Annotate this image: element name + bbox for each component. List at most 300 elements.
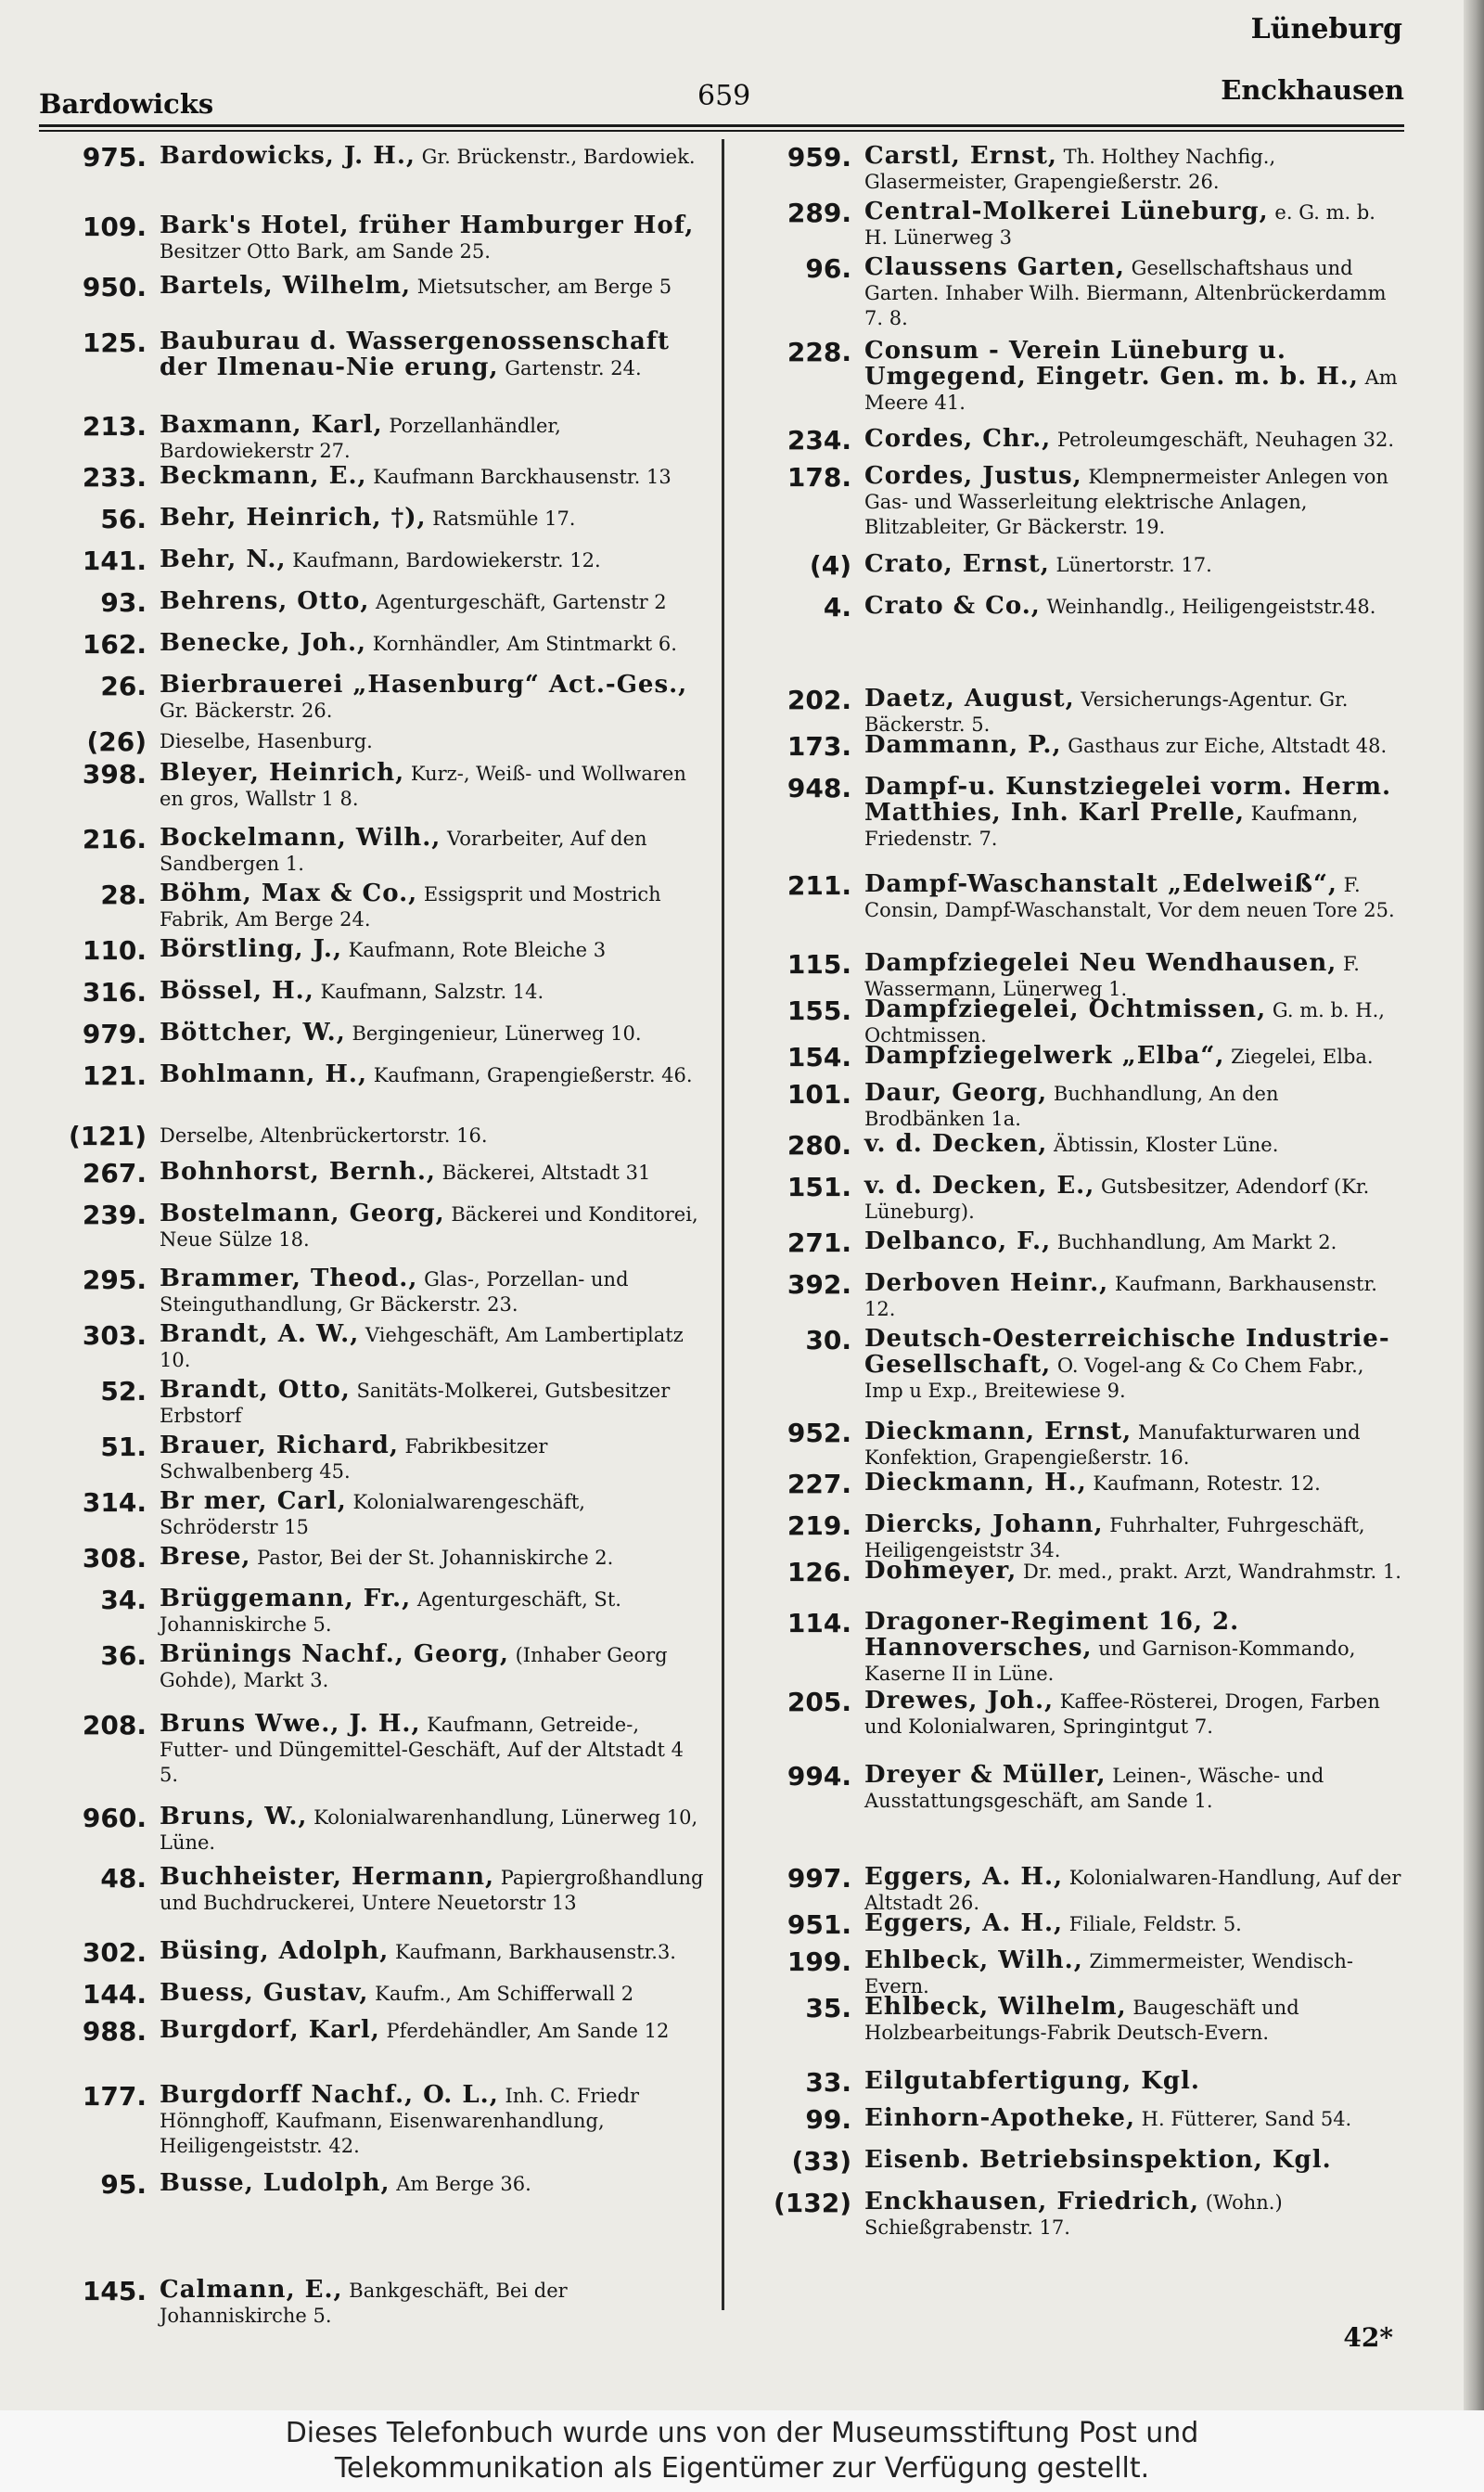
entry-name: Ehlbeck, Wilhelm, [864, 1993, 1127, 2021]
entry-number: 110. [82, 935, 147, 966]
entry-name: Dampfziegelei, Ochtmissen, [864, 996, 1267, 1023]
entry-number: 34. [100, 1585, 147, 1615]
entry-name: Einhorn-Apotheke, [864, 2104, 1135, 2132]
entry-name: Dammann, P., [864, 731, 1062, 759]
entry-number: 155. [787, 996, 851, 1026]
entry-description: Kaufmann, Bardowiekerstr. 12. [286, 549, 601, 572]
entry-description: Kaufmann, Barkhausenstr. 12. [864, 1273, 1377, 1320]
entry-description: Derselbe, Altenbrückertorstr. 16. [160, 1124, 488, 1147]
entry-number: 216. [82, 824, 147, 854]
header-left-term: Bardowicks [39, 88, 214, 120]
entry-number: 208. [82, 1710, 147, 1741]
entry-description: Kaufmann, Salzstr. 14. [313, 981, 544, 1003]
entry-description: Kurz-, Weiß- und Wollwaren en gros, Wallstr 1 8. [160, 763, 686, 810]
entry-number: 280. [787, 1130, 851, 1161]
entry-description: Ratsmühle 17. [426, 507, 576, 530]
entry-text [864, 1610, 1404, 1687]
entry-number: 177. [82, 2081, 147, 2112]
entry-text [864, 255, 1404, 331]
entry-name: Brammer, Theod., [160, 1265, 418, 1292]
left-column [37, 142, 705, 2327]
entry-number: 205. [787, 1687, 851, 1717]
entry-description: O. Vogel-ang & Co Chem Fabr., Imp u Exp., Breitewiese 9. [864, 1355, 1364, 1402]
entry-number: 51. [100, 1432, 147, 1462]
entry-number: 219. [787, 1510, 851, 1541]
entry-text [160, 2171, 705, 2197]
entry-description: Vorarbeiter, Auf den Sandbergen 1. [160, 828, 647, 875]
entry-name: Bark's Hotel, früher Hamburger Hof, [160, 212, 695, 239]
entry-text [160, 1322, 705, 1373]
entry-name: Carstl, Ernst, [864, 142, 1057, 170]
entry-description: Baugeschäft und Holzbearbeitungs-Fabrik Deutsch-Evern. [864, 1997, 1299, 2044]
entry-name: Drewes, Joh., [864, 1687, 1055, 1715]
entry-name: Bruns Wwe., J. H., [160, 1710, 421, 1738]
entry-name: v. d. Decken, [864, 1130, 1048, 1158]
entry-description: G. m. b. H., Ochtmissen. [864, 999, 1385, 1047]
entry-text [864, 2148, 1404, 2174]
footer-notice [0, 2410, 1484, 2492]
entry-number: (4) [809, 550, 851, 581]
entry-description: Papiergroßhandlung und Buchdruckerei, Untere Neuetorstr 13 [160, 1867, 704, 1914]
entry-description: Kaufmann, Grapengießerstr. 46. [367, 1064, 693, 1086]
entry-number: 96. [805, 253, 851, 284]
entry-name: Brünings Nachf., Georg, [160, 1640, 509, 1668]
entry-description: Gr. Bäckerstr. 26. [160, 700, 333, 722]
entry-number: 144. [82, 1979, 147, 2010]
entry-number: 4. [823, 592, 851, 623]
entry-text [160, 1712, 705, 1788]
entry-text [160, 881, 705, 932]
entry-number: 93. [100, 587, 147, 618]
entry-name: Dieckmann, H., [864, 1469, 1087, 1496]
entry-text [864, 1044, 1404, 1070]
entry-name: Diercks, Johann, [864, 1510, 1104, 1538]
entry-text [160, 2083, 705, 2159]
entry-text [160, 547, 705, 573]
entry-description: Kaufmann, Rotestr. 12. [1086, 1472, 1321, 1495]
entry-description: Bankgeschäft, Bei der Johanniskirche 5. [160, 2280, 568, 2327]
entry-text [160, 1939, 705, 1965]
entry-description: Manufakturwaren und Konfektion, Grapengießerstr. 16. [864, 1421, 1361, 1469]
running-head: Lüneburg [1250, 13, 1402, 45]
entry-name: Dieckmann, Ernst, [864, 1418, 1132, 1445]
footer-line-1: Dieses Telefonbuch wurde uns von der Museumsstiftung Post und [285, 2417, 1199, 2449]
entry-text [864, 144, 1404, 195]
entry-description: Porzellanhändler, Bardowiekerstr 27. [160, 415, 561, 462]
entry-name: Bartels, Wilhelm, [160, 272, 412, 300]
entry-text [864, 775, 1404, 852]
entry-text [864, 594, 1404, 620]
entry-text [864, 1471, 1404, 1496]
entry-number: 151. [787, 1172, 851, 1202]
entry-description: Pferdehändler, Am Sande 12 [379, 2020, 670, 2042]
entry-name: Bohnhorst, Bernh., [160, 1158, 436, 1186]
entry-text [864, 339, 1404, 416]
entry-number: 211. [787, 870, 851, 901]
entry-description: Äbtissin, Kloster Lüne. [1047, 1134, 1279, 1156]
entry-description: Buchhandlung, An den Brodbänken 1a. [864, 1083, 1279, 1130]
entry-name: Brese, [160, 1543, 251, 1571]
entry-text [160, 2278, 705, 2329]
entry-name: Brandt, Otto, [160, 1376, 351, 1404]
entry-description: Kolonialwarenhandlung, Lünerweg 10, Lüne. [160, 1806, 698, 1854]
entry-description: Am Meere 41. [864, 366, 1398, 414]
entry-description: Kaufm., Am Schifferwall 2 [368, 1983, 634, 2005]
entry-text [864, 687, 1404, 738]
entry-name: Daetz, August, [864, 685, 1075, 713]
header-rule [39, 124, 1404, 127]
entry-text [160, 464, 705, 490]
entry-name: Central-Molkerei Lüneburg, [864, 198, 1269, 225]
entry-description: Inh. C. Friedr Hönnghoff, Kaufmann, Eisenwarenhandlung, Heiligengeiststr. 42. [160, 2085, 640, 2157]
entry-number: 33. [805, 2067, 851, 2098]
entry-text [864, 872, 1404, 923]
entry-description: Agenturgeschäft, Gartenstr 2 [369, 591, 667, 613]
entry-text [864, 1689, 1404, 1740]
entry-number: 308. [82, 1543, 147, 1574]
entry-number: 398. [82, 759, 147, 790]
entry-text [160, 1433, 705, 1484]
entry-number: 959. [787, 142, 851, 173]
entry-description: Gartenstr. 24. [498, 357, 642, 379]
entry-number: 173. [787, 731, 851, 762]
entry-number: 95. [100, 2169, 147, 2200]
entry-name: Eilgutabfertigung, Kgl. [864, 2067, 1200, 2095]
footer-line-2: Telekommunikation als Eigentümer zur Verfügung gestellt. [334, 2452, 1150, 2485]
entry-name: Derboven Heinr., [864, 1269, 1109, 1297]
entry-number: 314. [82, 1487, 147, 1518]
entry-number: 114. [787, 1608, 851, 1638]
entry-number: 952. [787, 1418, 851, 1448]
entry-text [864, 733, 1404, 759]
entry-name: Burgdorf, Karl, [160, 2016, 380, 2044]
entry-name: Crato, Ernst, [864, 550, 1050, 578]
entry-number: 30. [805, 1325, 851, 1355]
column-divider [722, 139, 724, 2310]
entry-text [160, 1586, 705, 1638]
entry-description: Buchhandlung, Am Markt 2. [1051, 1231, 1337, 1253]
entry-description: Bäckerei und Konditorei, Neue Sülze 18. [160, 1203, 698, 1251]
entry-number: 141. [82, 546, 147, 576]
entry-name: Beckmann, E., [160, 462, 367, 490]
entry-name: Bauburau d. Wassergenossenschaft der Ilmenau-Nie erung, [160, 328, 670, 381]
entry-text [160, 2018, 705, 2044]
entry-text [864, 1559, 1404, 1585]
entry-number: 960. [82, 1803, 147, 1833]
entry-number: 35. [805, 1993, 851, 2023]
entry-text [864, 1865, 1404, 1916]
entry-text [160, 728, 705, 754]
entry-text [160, 1123, 705, 1149]
entry-description: Kaffee-Rösterei, Drogen, Farben und Kolonialwaren, Springintgut 7. [864, 1690, 1380, 1738]
entry-number: 145. [82, 2276, 147, 2306]
entry-number: 48. [100, 1863, 147, 1894]
entry-number: 234. [787, 425, 851, 456]
entry-name: Büsing, Adolph, [160, 1937, 390, 1965]
entry-description: Essigsprit und Mostrich Fabrik, Am Berge 24. [160, 883, 661, 931]
entry-number: 302. [82, 1937, 147, 1968]
entry-number: 115. [787, 949, 851, 980]
entry-name: Dohmeyer, [864, 1557, 1017, 1585]
entry-number: 988. [82, 2016, 147, 2047]
entry-number: 979. [82, 1019, 147, 1049]
entry-description: Kaufmann, Getreide-, Futter- und Düngemittel-Geschäft, Auf der Altstadt 4 5. [160, 1714, 684, 1786]
entry-number: 289. [787, 198, 851, 228]
entry-number: 997. [787, 1863, 851, 1894]
entry-name: Behr, Heinrich, †), [160, 504, 427, 532]
entry-text [864, 1763, 1404, 1814]
entry-description: Weinhandlg., Heiligengeiststr.48. [1040, 596, 1376, 618]
entry-text [864, 1512, 1404, 1563]
header-right-term: Enckhausen [1221, 74, 1404, 106]
entry-name: Crato & Co., [864, 592, 1041, 620]
entry-text [864, 1132, 1404, 1158]
entry-text [864, 552, 1404, 578]
entry-name: Bruns, W., [160, 1803, 308, 1830]
entry-text [160, 761, 705, 812]
entry-number: 213. [82, 411, 147, 442]
entry-number: (26) [86, 726, 147, 757]
entry-description: Besitzer Otto Bark, am Sande 25. [160, 240, 491, 263]
entry-description: Bäckerei, Altstadt 31 [435, 1162, 651, 1184]
entry-text [160, 1062, 705, 1088]
entry-number: 101. [787, 1079, 851, 1110]
entry-description: Kornhändler, Am Stintmarkt 6. [366, 633, 677, 655]
entry-name: Dragoner-Regiment 16, 2. Hannoversches, [864, 1608, 1240, 1662]
entry-name: Brüggemann, Fr., [160, 1585, 412, 1612]
entry-description: und Garnison-Kommando, Kaserne II in Lüne. [864, 1638, 1356, 1685]
entry-description: Klempnermeister Anlegen von Gas- und Wasserleitung elektrische Anlagen, Blitzableiter, Gr Bäckerstr. 19. [864, 466, 1388, 538]
entry-text [160, 1545, 705, 1571]
entry-description: e. G. m. b. H. Lünerweg 3 [864, 201, 1375, 249]
entry-number: 950. [82, 272, 147, 302]
entry-number: 233. [82, 462, 147, 493]
entry-text [160, 937, 705, 963]
entry-text [160, 213, 705, 264]
entry-text [160, 144, 705, 170]
entry-name: Bardowicks, J. H., [160, 142, 416, 170]
entry-description: Mietsutscher, am Berge 5 [411, 276, 672, 298]
entry-text [864, 199, 1404, 250]
entry-description: Agenturgeschäft, St. Johanniskirche 5. [160, 1588, 621, 1636]
entry-text [864, 1081, 1404, 1132]
entry-text [160, 413, 705, 464]
entry-number: 271. [787, 1227, 851, 1258]
entry-description: Bergingenieur, Lünerweg 10. [345, 1022, 642, 1045]
entry-name: Dreyer & Müller, [864, 1761, 1107, 1789]
entry-name: Burgdorff Nachf., O. L., [160, 2081, 499, 2109]
entry-number: 392. [787, 1269, 851, 1300]
entry-number: (33) [791, 2146, 851, 2177]
entry-name: Bössel, H., [160, 977, 314, 1005]
entry-number: 99. [805, 2104, 851, 2135]
entry-name: v. d. Decken, E., [864, 1172, 1095, 1200]
entry-description: Gr. Brückenstr., Bardowiek. [415, 146, 696, 168]
entry-description: Petroleumgeschäft, Neuhagen 32. [1051, 429, 1395, 451]
entry-text [160, 631, 705, 657]
entry-text [160, 589, 705, 615]
entry-name: Dampfziegelei Neu Wendhausen, [864, 949, 1337, 977]
entry-name: Böttcher, W., [160, 1019, 346, 1047]
entry-name: Behr, N., [160, 546, 287, 573]
entry-name: Cordes, Justus, [864, 462, 1082, 490]
entry-name: Dampf-Waschanstalt „Edelweiß“, [864, 870, 1337, 898]
entry-number: 239. [82, 1200, 147, 1230]
entry-name: Börstling, J., [160, 935, 342, 963]
entry-text [864, 427, 1404, 453]
entry-description: Fuhrhalter, Fuhrgeschäft, Heiligengeiststr 34. [864, 1514, 1365, 1561]
entry-description: Th. Holthey Nachfig., Glasermeister, Grapengießerstr. 26. [864, 146, 1276, 193]
entry-text [160, 1865, 705, 1916]
entry-text [864, 2190, 1404, 2241]
entry-name: Calmann, E., [160, 2276, 343, 2304]
entry-description: Filiale, Feldstr. 5. [1063, 1913, 1242, 1935]
entry-number: 951. [787, 1909, 851, 1940]
entry-number: 199. [787, 1946, 851, 1977]
entry-text [864, 951, 1404, 1002]
entry-description: Sanitäts-Molkerei, Gutsbesitzer Erbstorf [160, 1380, 671, 1427]
page-number: 659 [697, 80, 751, 112]
entry-name: Daur, Georg, [864, 1079, 1048, 1107]
entry-text [864, 1174, 1404, 1225]
entry-text [864, 1271, 1404, 1322]
entry-description: Kaufmann Barckhausenstr. 13 [366, 466, 672, 488]
entry-number: 36. [100, 1640, 147, 1671]
entry-number: 28. [100, 880, 147, 910]
entry-number: 125. [82, 328, 147, 358]
entry-text [160, 506, 705, 532]
entry-description: Kaufmann, Friedenstr. 7. [864, 803, 1359, 850]
entry-description: Fabrikbesitzer Schwalbenberg 45. [160, 1435, 548, 1483]
entry-description: Dieselbe, Hasenburg. [160, 730, 373, 752]
entry-text [160, 1266, 705, 1317]
entry-description: Pastor, Bei der St. Johanniskirche 2. [250, 1547, 614, 1569]
entry-description: Versicherungs-Agentur. Gr. Bäckerstr. 5. [864, 688, 1349, 736]
entry-number: 126. [787, 1557, 851, 1587]
entry-number: 303. [82, 1320, 147, 1351]
entry-name: Enckhausen, Friedrich, [864, 2188, 1200, 2216]
entry-number: 121. [82, 1060, 147, 1091]
entry-number: 56. [100, 504, 147, 534]
entry-number: 975. [82, 142, 147, 173]
entry-description: Lünertorstr. 17. [1049, 554, 1212, 576]
entry-number: 228. [787, 337, 851, 367]
entry-text [160, 1378, 705, 1429]
entry-description: Ziegelei, Elba. [1224, 1046, 1374, 1068]
entry-number: 202. [787, 685, 851, 715]
page-marker: 42* [1343, 2322, 1393, 2353]
entry-name: Buess, Gustav, [160, 1979, 369, 2007]
entry-text [864, 997, 1404, 1048]
entry-name: Brandt, A. W., [160, 1320, 360, 1348]
entry-description: Glas-, Porzellan- und Steinguthandlung, Gr Bäckerstr. 23. [160, 1268, 629, 1316]
entry-name: Baxmann, Karl, [160, 411, 383, 439]
entry-description: Gesellschaftshaus und Garten. Inhaber Wilh. Biermann, Altenbrückerdamm 7. 8. [864, 257, 1387, 329]
entry-text [160, 274, 705, 300]
entry-number: 948. [787, 773, 851, 803]
entry-name: Eisenb. Betriebsinspektion, Kgl. [864, 2146, 1332, 2174]
entry-name: Brauer, Richard, [160, 1432, 399, 1459]
entry-name: Claussens Garten, [864, 253, 1125, 281]
entry-name: Eggers, A. H., [864, 1909, 1064, 1937]
entry-description: Kaufmann, Rote Bleiche 3 [342, 939, 607, 961]
entry-description: Viehgeschäft, Am Lambertiplatz 10. [160, 1324, 684, 1371]
entry-description: Dr. med., prakt. Arzt, Wandrahmstr. 1. [1017, 1561, 1401, 1583]
entry-name: Dampfziegelwerk „Elba“, [864, 1042, 1225, 1070]
entry-description: (Inhaber Georg Gohde), Markt 3. [160, 1644, 668, 1691]
entry-number: (121) [68, 1121, 147, 1151]
entry-description: Kolonialwaren-Handlung, Auf der Altstadt 26. [864, 1867, 1401, 1914]
entry-name: Bohlmann, H., [160, 1060, 368, 1088]
entry-name: Delbanco, F., [864, 1227, 1052, 1255]
entry-text [864, 2106, 1404, 2132]
entry-number: 109. [82, 212, 147, 242]
entry-text [864, 2069, 1404, 2095]
entry-text [864, 464, 1404, 540]
entry-description: H. Fütterer, Sand 54. [1135, 2108, 1352, 2130]
entry-number: 316. [82, 977, 147, 1008]
entry-number: 52. [100, 1376, 147, 1407]
entry-text [864, 1948, 1404, 1999]
entry-name: Consum - Verein Lüneburg u. Umgegend, Eingetr. Gen. m. b. H., [864, 337, 1359, 391]
entry-description: (Wohn.) Schießgrabenstr. 17. [864, 2191, 1283, 2239]
entry-text [864, 1327, 1404, 1404]
entry-description: Am Berge 36. [390, 2173, 531, 2195]
entry-text [864, 1229, 1404, 1255]
entry-text [160, 1642, 705, 1693]
entry-name: Bockelmann, Wilh., [160, 824, 441, 852]
entry-description: Gasthaus zur Eiche, Altstadt 48. [1061, 735, 1388, 757]
entry-description: Kolonialwarengeschäft, Schröderstr 15 [160, 1491, 585, 1538]
entry-name: Eggers, A. H., [864, 1863, 1064, 1891]
entry-text [160, 1021, 705, 1047]
entry-text [160, 1160, 705, 1186]
entry-text [160, 673, 705, 724]
entry-name: Benecke, Joh., [160, 629, 367, 657]
entry-text [160, 979, 705, 1005]
entry-description: F. Consin, Dampf-Waschanstalt, Vor dem neuen Tore 25. [864, 874, 1395, 921]
entry-number: 295. [82, 1265, 147, 1295]
entry-text [160, 1201, 705, 1252]
entry-description: Leinen-, Wäsche- und Ausstattungsgeschäft, am Sande 1. [864, 1765, 1324, 1812]
entry-name: Behrens, Otto, [160, 587, 370, 615]
entry-number: (132) [773, 2188, 851, 2218]
header-rule-thin [39, 130, 1404, 132]
entry-text [864, 1419, 1404, 1471]
entry-description: F. Wassermann, Lünerweg 1. [864, 953, 1360, 1000]
entry-name: Br mer, Carl, [160, 1487, 347, 1515]
entry-text [864, 1911, 1404, 1937]
entry-text [160, 329, 705, 381]
entry-number: 162. [82, 629, 147, 660]
page-edge [1464, 0, 1484, 2410]
entry-text [160, 1805, 705, 1856]
right-column [742, 144, 1404, 2315]
entry-name: Busse, Ludolph, [160, 2169, 390, 2197]
entry-name: Cordes, Chr., [864, 425, 1052, 453]
entry-text [160, 826, 705, 877]
entry-number: 26. [100, 671, 147, 701]
entry-description: Gutsbesitzer, Adendorf (Kr. Lüneburg). [864, 1175, 1370, 1223]
entry-number: 227. [787, 1469, 851, 1499]
entry-name: Deutsch-Oesterreichische Industrie-Gesellschaft, [864, 1325, 1390, 1379]
entry-description: Zimmermeister, Wendisch-Evern. [864, 1950, 1353, 1997]
entry-description: Kaufmann, Barkhausenstr.3. [389, 1941, 676, 1963]
entry-name: Böhm, Max & Co., [160, 880, 418, 907]
entry-name: Bostelmann, Georg, [160, 1200, 445, 1227]
entry-name: Ehlbeck, Wilh., [864, 1946, 1083, 1974]
entry-number: 178. [787, 462, 851, 493]
